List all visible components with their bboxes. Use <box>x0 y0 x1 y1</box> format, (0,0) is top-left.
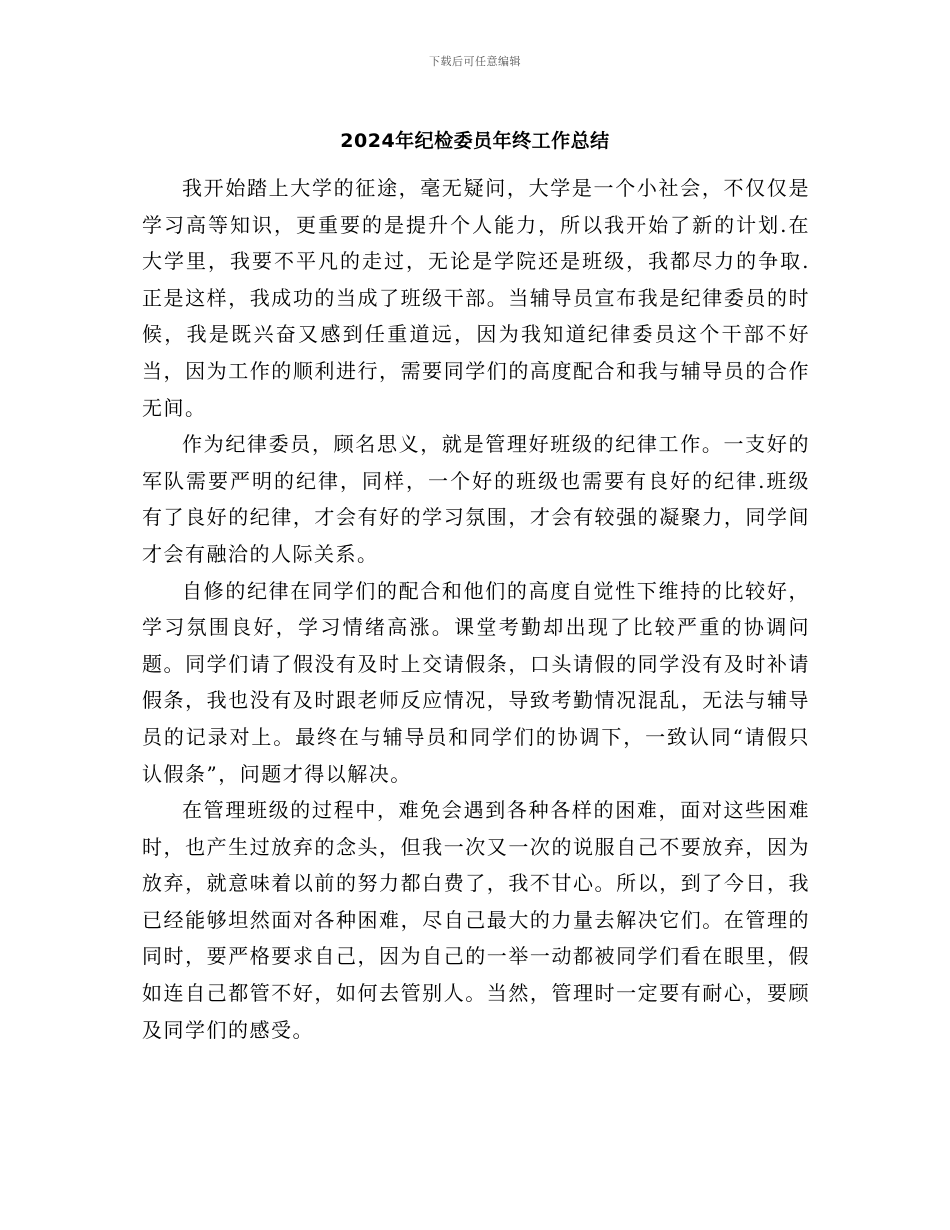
paragraph-4: 在管理班级的过程中，难免会遇到各种各样的困难，面对这些困难时，也产生过放弃的念头，但我一次又一次的说服自己不要放弃，因为放弃，就意味着以前的努力都白费了，我不甘心。所以，到了今日，我已经能够坦然面对各种困难，尽自己最大的力量去解决它们。在管理的同时，要严格要求自己，因为自己的一举一动都被同学们看在眼里，假如连自己都管不好，如何去管别人。当然，管理时一定要有耐心，要顾及同学们的感受。 <box>142 798 810 1042</box>
paragraph-2: 作为纪律委员，顾名思义，就是管理好班级的纪律工作。一支好的军队需要严明的纪律，同样，一个好的班级也需要有良好的纪律.班级有了良好的纪律，才会有好的学习氛围，才会有较强的凝聚力，同学间才会有融洽的人际关系。 <box>142 432 810 566</box>
paragraph-1: 我开始踏上大学的征途，毫无疑问，大学是一个小社会，不仅仅是学习高等知识，更重要的是提升个人能力，所以我开始了新的计划.在大学里，我要不平凡的走过，无论是学院还是班级，我都尽力的争取.正是这样，我成功的当成了班级干部。当辅导员宣布我是纪律委员的时候，我是既兴奋又感到任重道远，因为我知道纪律委员这个干部不好当，因为工作的顺利进行，需要同学们的高度配合和我与辅导员的合作无间。 <box>142 176 810 420</box>
paragraph-3: 自修的纪律在同学们的配合和他们的高度自觉性下维持的比较好，学习氛围良好，学习情绪高涨。课堂考勤却出现了比较严重的协调问题。同学们请了假没有及时上交请假条，口头请假的同学没有及时补请假条，我也没有及时跟老师反应情况，导致考勤情况混乱，无法与辅导员的记录对上。最终在与辅导员和同学们的协调下，一致认同“请假只认假条”，问题才得以解决。 <box>142 578 810 786</box>
page-header-note: 下载后可任意编辑 <box>429 55 521 68</box>
document-body <box>142 170 810 1048</box>
document-title: 2024年纪检委员年终工作总结 <box>340 130 610 152</box>
